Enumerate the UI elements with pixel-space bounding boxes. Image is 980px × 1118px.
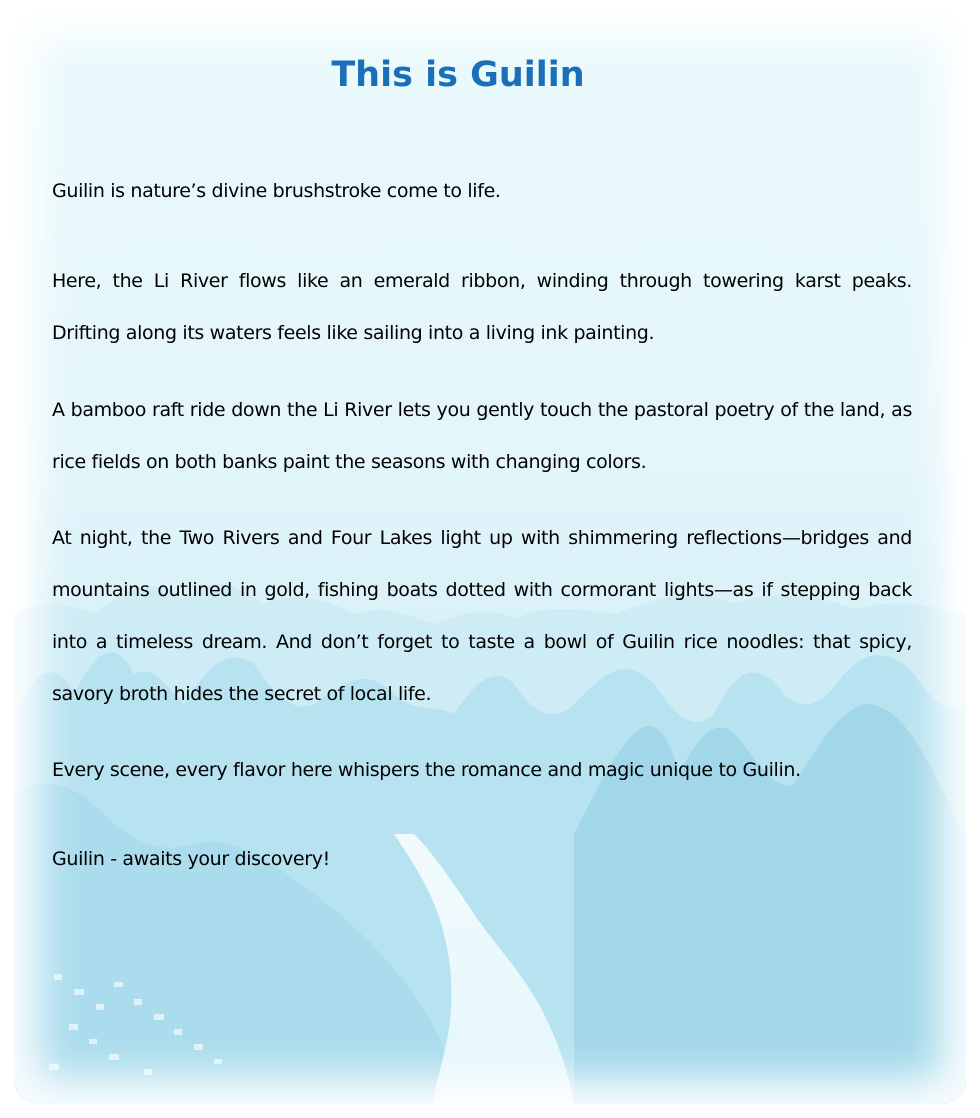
paragraph-bamboo-raft: A bamboo raft ride down the Li River lets you gently touch the pastoral poetry of the land, as rice fields on both banks paint the seasons with changing colors.: [52, 399, 912, 473]
paragraph-closing: Guilin - awaits your discovery!: [52, 848, 330, 870]
paragraph-li-river: Here, the Li River flows like an emerald ribbon, winding through towering karst peaks. Drifting along its waters feels like sailing into a living ink painting.: [52, 270, 912, 344]
paragraph-every-scene: Every scene, every flavor here whispers the romance and magic unique to Guilin.: [52, 759, 801, 781]
page-title: This is Guilin: [331, 55, 585, 95]
paragraph-night-and-noodles: At night, the Two Rivers and Four Lakes light up with shimmering reflections—bridges and mountains outlined in gold, fishing boats dotted with cormorant lights—as if stepping back into a timeless dream. And don’t forget to taste a bowl of Guilin rice noodles: that spicy, savory broth hides the secret of local life.: [52, 527, 912, 705]
paragraph-intro: Guilin is nature’s divine brushstroke come to life.: [52, 180, 501, 202]
